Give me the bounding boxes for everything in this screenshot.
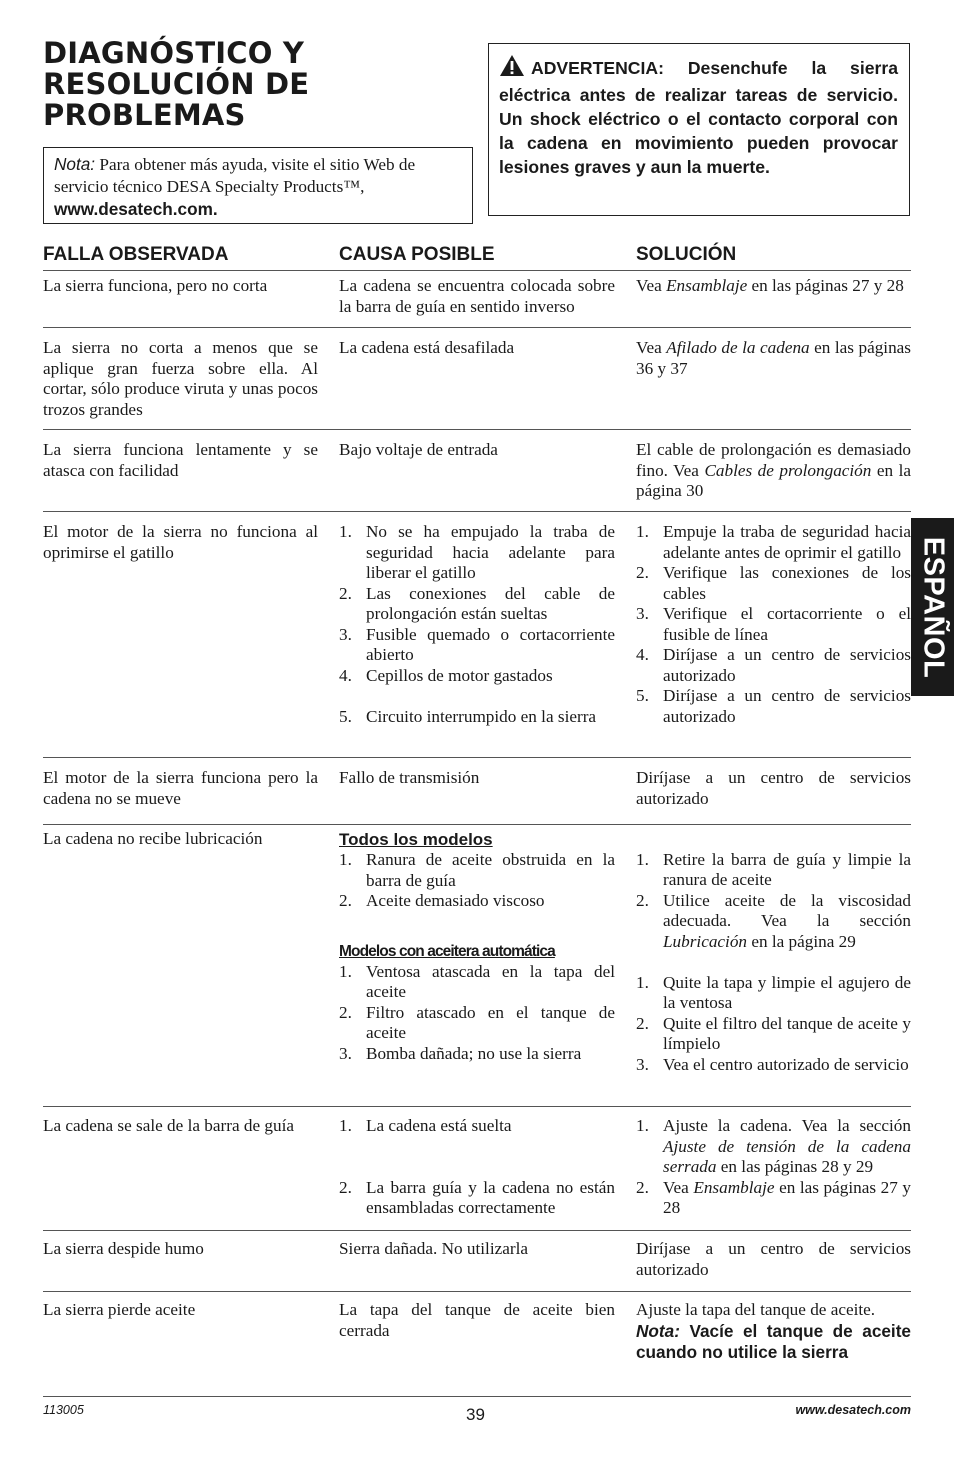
list-item: 2. Las conexiones del cable de prolongación están sueltas (339, 583, 615, 623)
list-item: 5. Diríjase a un centro de servicios autorizado (636, 686, 911, 726)
row-divider (43, 1106, 911, 1107)
falla-cell: La sierra pierde aceite (43, 1300, 196, 1319)
list-item: 2. Vea Ensamblaje en las páginas 27 y 28 (636, 1177, 911, 1217)
list-item: 3. Fusible quemado o cortacorriente abierto (339, 624, 615, 664)
row-divider (43, 1291, 911, 1292)
note-text: Para obtener más ayuda, visite el sitio Web de servicio técnico DESA Specialty Products™, (54, 155, 416, 196)
title-line-1: DIAGNÓSTICO Y (43, 36, 305, 70)
list-item: 1. Ranura de aceite obstruida en la barra de guía (339, 850, 615, 890)
language-tab-label: ESPAÑOL (917, 536, 950, 678)
solucion-list (636, 522, 911, 727)
solucion-cell: El cable de prolongación es demasiado fino. Vea Cables de prolongación en la página 30 (636, 440, 911, 500)
list-item: 2. Verifique las conexiones de los cables (636, 563, 911, 603)
list-item: 2. Filtro atascado en el tanque de aceite (339, 1002, 615, 1042)
solucion-list (636, 1116, 911, 1219)
warning-label: ADVERTENCIA: (531, 58, 664, 78)
row-divider (43, 1230, 911, 1231)
list-item: 1. Retire la barra de guía y limpie la ranura de aceite (636, 849, 911, 889)
list-item: 1. Ventosa atascada en la tapa del aceite (339, 961, 615, 1001)
list-item: 2. La barra guía y la cadena no están ensambladas correctamente (339, 1177, 615, 1217)
header-rule (43, 270, 911, 271)
list-item: 1. Quite la tapa y limpie el agujero de la ventosa (636, 972, 911, 1012)
causa-cell: Bajo voltaje de entrada (339, 440, 498, 459)
list-item: 2. Utilice aceite de la viscosidad adecuada. Vea la sección Lubricación en la página 29 (636, 890, 911, 951)
note-box (43, 147, 473, 224)
title-line-2: RESOLUCIÓN DE (43, 67, 310, 101)
row-divider (43, 429, 911, 430)
title-line-3: PROBLEMAS (43, 98, 246, 132)
footer-code: 113005 (43, 1403, 84, 1417)
causa-cell: La tapa del tanque de aceite bien cerrada (339, 1300, 615, 1340)
page-number: 39 (466, 1405, 485, 1424)
header-falla: FALLA OBSERVADA (43, 244, 229, 265)
header-causa: CAUSA POSIBLE (339, 244, 495, 265)
list-item: 1. No se ha empujado la traba de seguridad hacia adelante para liberar el gatillo (339, 522, 615, 582)
falla-cell: La cadena se sale de la barra de guía (43, 1116, 294, 1135)
causa-cell: La cadena se encuentra colocada sobre la barra de guía en sentido inverso (339, 276, 615, 316)
solucion-cell: Ajuste la tapa del tanque de aceite. Nota: Vacíe el tanque de aceite cuando no utilice la sierra (636, 1300, 911, 1362)
falla-cell: La cadena no recibe lubricación (43, 829, 263, 848)
causa-list (339, 522, 615, 727)
header-solucion: SOLUCIÓN (636, 244, 737, 265)
list-item: 1. Empuje la traba de seguridad hacia adelante antes de oprimir el gatillo (636, 522, 911, 562)
warning-icon (499, 54, 525, 83)
row-divider (43, 511, 911, 512)
solucion-groups (636, 850, 911, 1076)
note-label: Nota: (54, 154, 96, 174)
list-item: 5. Circuito interrumpido en la sierra (339, 706, 597, 726)
causa-groups (339, 829, 615, 1064)
list-item: 2. Aceite demasiado viscoso (339, 891, 545, 910)
footer-rule (43, 1396, 911, 1397)
causa-cell: Fallo de transmisión (339, 768, 480, 787)
solucion-note: Nota: Vacíe el tanque de aceite cuando no utilice la sierra (636, 1320, 911, 1362)
falla-cell: El motor de la sierra no funciona al oprimirse el gatillo (43, 522, 318, 562)
falla-cell: El motor de la sierra funciona pero la cadena no se mueve (43, 768, 318, 808)
falla-cell: La sierra no corta a menos que se aplique gran fuerza sobre ella. Al cortar, sólo produce viruta y unas pocos trozos grandes (43, 338, 318, 419)
warning-text: Desenchufe la sierra eléctrica antes de realizar tareas de servicio. Un shock eléctrico o el contacto corporal con la cadena en movimiento pueden provocar lesiones graves y aun la muerte. (499, 58, 898, 177)
note-url-link[interactable]: www.desatech.com. (54, 199, 218, 219)
solucion-cell: Vea Ensamblaje en las páginas 27 y 28 (636, 276, 904, 295)
language-tab (911, 518, 954, 696)
list-item: 3. Verifique el cortacorriente o el fusible de línea (636, 604, 911, 644)
causa-cell: La cadena está desafilada (339, 338, 515, 357)
footer-url-link[interactable]: www.desatech.com (795, 1403, 911, 1417)
group-heading-all-models: Todos los modelos (339, 830, 493, 849)
causa-cell: Sierra dañada. No utilizarla (339, 1239, 528, 1258)
solucion-cell: Diríjase a un centro de servicios autorizado (636, 768, 911, 808)
list-item: 3. Vea el centro autorizado de servicio (636, 1054, 909, 1074)
solucion-cell: Vea Afilado de la cadena en las páginas 36 y 37 (636, 338, 911, 378)
falla-cell: La sierra despide humo (43, 1239, 204, 1258)
row-divider (43, 327, 911, 328)
list-item: 4. Diríjase a un centro de servicios autorizado (636, 645, 911, 685)
falla-cell: La sierra funciona lentamente y se atasca con facilidad (43, 440, 318, 480)
group-heading-auto-oiler: Modelos con aceitera automática (339, 942, 555, 960)
list-item: 1. Ajuste la cadena. Vea la sección Ajuste de tensión de la cadena serrada en las páginas 28 y 29 (636, 1116, 911, 1176)
list-item: 2. Quite el filtro del tanque de aceite y límpielo (636, 1013, 911, 1053)
falla-cell: La sierra funciona, pero no corta (43, 276, 268, 295)
warning-box (488, 43, 910, 216)
causa-list (339, 1116, 615, 1219)
list-item: 1. La cadena está suelta (339, 1116, 512, 1135)
solucion-cell: Diríjase a un centro de servicios autorizado (636, 1239, 911, 1279)
page-title (43, 38, 463, 131)
row-divider (43, 757, 911, 758)
list-item: 4. Cepillos de motor gastados (339, 665, 553, 685)
list-item: 3. Bomba dañada; no use la sierra (339, 1043, 582, 1063)
row-divider (43, 824, 911, 825)
